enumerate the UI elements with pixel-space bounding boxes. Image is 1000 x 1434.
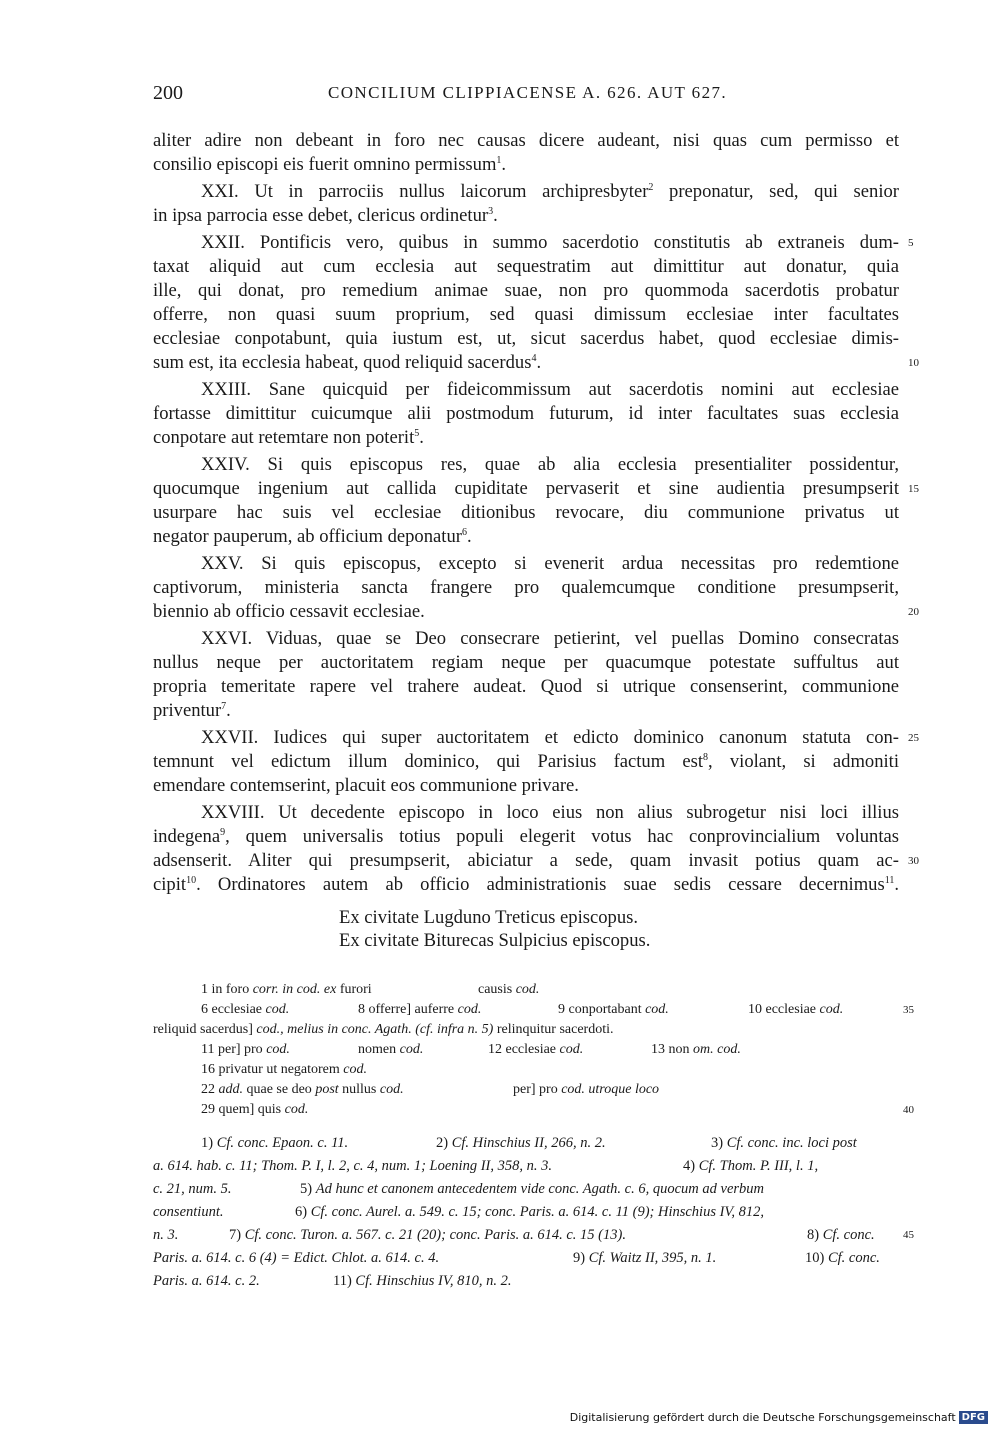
text-line [153,204,899,228]
footnote-entry: 4) Cf. Thom. P. III, l. 1, [683,1158,819,1174]
footnote-ref: 9 [220,826,226,838]
line-text: emendare contemserint, placuit eos communione privare. [153,775,579,796]
footnote-entry: Paris. a. 614. c. 2. [153,1273,260,1289]
apparatus-entry: 22 add. quae se deo post nullus cod. [201,1082,404,1097]
line-text: . [466,526,472,547]
text-line [153,576,899,600]
footnote-entry: 10) Cf. conc. [805,1250,880,1266]
text-line [153,651,899,675]
footnote-ref: 1 [496,154,502,166]
apparatus-entry: 6 ecclesiae cod. [201,1002,290,1017]
footnote-line [153,1270,899,1293]
apparatus-entry: 1 in foro corr. in cod. ex furori [201,982,372,997]
footnote-ref: 7 [221,700,227,712]
footnote-line [153,1178,899,1201]
line-text: conpotare aut retemtare non poterit [153,427,415,448]
apparatus-line [153,1060,903,1080]
apparatus-line [153,1080,903,1100]
text-line [153,825,899,849]
line-text: . [536,352,542,373]
line-number: 25 [908,732,919,744]
text-line [153,327,899,351]
apparatus-line [153,980,903,1000]
line-text: XXVIII. Ut decedente episcopo in loco eius non alius subrogetur nisi loci illius [201,802,899,823]
critical-apparatus [153,980,914,1120]
text-line [153,726,919,750]
text-line [153,129,899,153]
footnote-line [153,1155,899,1178]
subscription-line: Ex civitate Lugduno Treticus episcopus. [339,907,639,928]
text-line [153,501,899,525]
text-line [153,153,899,177]
text-line [153,180,899,204]
text-line [153,303,899,327]
line-text: , violant, si admoniti [708,751,900,772]
footnote-entry: 9) Cf. Waitz II, 395, n. 1. [573,1250,717,1266]
line-text: indegena [153,826,221,847]
line-number: 5 [908,237,914,249]
line-text: cipit [153,874,187,895]
line-text: negator pauperum, ab officium deponatur [153,526,462,547]
text-line [153,525,899,549]
footnote-ref: 4 [531,352,537,364]
apparatus-entry: 16 privatur ut negatorem cod. [201,1062,368,1077]
line-text: consilio episcopi eis fuerit omnino permissum [153,154,497,175]
line-text: offerre, non quasi suum proprium, sed quasi dimissum ecclesiae inter facultates [153,304,899,325]
line-text: XXIII. Sane quicquid per fideicommissum aut sacerdotis nomini aut ecclesiae [201,379,899,400]
text-line [153,351,919,375]
running-title: CONCILIUM CLIPPIACENSE A. 626. AUT 627. [328,83,728,102]
line-text: . [501,154,507,175]
text-line [153,873,899,897]
footnote-line [153,1132,899,1155]
line-number: 45 [903,1229,914,1241]
footnote-entry: 3) Cf. conc. inc. loci post [711,1135,857,1151]
apparatus-line [153,1020,903,1040]
line-text: . [419,427,424,448]
line-text: sum est, ita ecclesia habeat, quod reliquid sacerdus [153,352,532,373]
line-text: captivorum, ministeria sancta frangere pro qualemcumque conditione presumpserit, [153,577,899,598]
line-text: priventur [153,700,222,721]
footnote-ref: 10 [186,874,197,886]
line-number: 10 [908,357,919,369]
footnote-entry: c. 21, num. 5. [153,1181,232,1197]
apparatus-entry: 11 per] pro cod. [201,1042,290,1057]
footnote-ref: 6 [461,526,467,538]
line-number: 40 [903,1104,914,1116]
footnote-entry: 1) Cf. conc. Epaon. c. 11. [201,1135,349,1151]
footnote-entry: 11) Cf. Hinschius IV, 810, n. 2. [333,1273,512,1289]
line-text: XXII. Pontificis vero, quibus in summo sacerdotio constitutis ab extraneis dum- [201,232,899,253]
text-line [153,402,899,426]
line-text: ecclesiae conpotabunt, quia iustum est, ut, sicut sacerdus habet, quod ecclesiae dimis- [153,328,899,349]
apparatus-entry: per] pro cod. utroque loco [513,1082,660,1097]
text-line [153,552,899,576]
line-text: aliter adire non debeant in foro nec causas dicere audeant, nisi quas cum permisso et [153,130,899,151]
line-number: 15 [908,483,919,495]
apparatus-entry: 12 ecclesiae cod. [488,1042,584,1057]
text-line [153,378,899,402]
apparatus-entry: causis cod. [478,982,540,997]
text-line [153,600,919,624]
line-text: adsenserit. Aliter qui presumpserit, abiciatur a sede, quam invasit potius quam ac- [153,850,899,871]
footnote-entry: Paris. a. 614. c. 6 (4) = Edict. Chlot. a. 614. c. 4. [153,1250,440,1266]
line-text: . [226,700,231,721]
text-line [153,627,899,651]
page-number: 200 [153,82,183,104]
apparatus-entry: 13 non om. cod. [651,1042,741,1057]
text-line [153,255,899,279]
line-text: XXI. Ut in parrociis nullus laicorum archipresbyter [201,181,649,202]
footnote-ref: 8 [703,751,709,763]
text-line [153,477,919,501]
line-number: 30 [908,855,919,867]
text-line [153,774,899,798]
text-line [153,675,899,699]
line-text: XXV. Si quis episcopus, excepto si evenerit ardua necessitas pro redemtione [201,553,899,574]
footnote-entry: n. 3. [153,1227,179,1243]
footnote-line [153,1247,899,1270]
text-line [153,426,899,450]
text-line [153,849,919,873]
footer-text: Digitalisierung gefördert durch die Deutsche Forschungsgemeinschaft [569,1411,956,1424]
main-text [153,129,919,897]
text-line [153,231,914,255]
footnote-ref: 11 [884,874,895,886]
dfg-logo: DFG [959,1411,988,1424]
footnote-entry: consentiunt. [153,1204,224,1220]
line-text: . [493,205,498,226]
footnote-entry: 6) Cf. conc. Aurel. a. 549. c. 15; conc. Paris. a. 614. c. 11 (9); Hinschius IV, 812, [295,1204,765,1220]
line-text: preponatur, sed, qui senior [653,181,899,202]
text-line [153,279,899,303]
line-text: in ipsa parrocia esse debet, clericus ordinetur [153,205,489,226]
footnote-entry: 8) Cf. conc. [807,1227,875,1243]
line-text: taxat aliquid aut cum ecclesia aut sequestratim aut dimittitur aut donatur, quia [153,256,899,277]
footnote-line [153,1201,899,1224]
apparatus-line [153,1000,914,1020]
text-line [153,453,899,477]
footnote-ref: 2 [648,181,654,193]
text-line [153,801,899,825]
line-text: ille, qui donat, pro remedium animae suae, non pro quommoda sacerdotis probatur [153,280,899,301]
line-text: temnunt vel edictum illum dominico, qui Parisius factum est [153,751,704,772]
footnote-ref: 3 [488,205,494,217]
line-text: fortasse dimittitur cuicumque alii postmodum futurum, id inter facultates suas ecclesia [153,403,899,424]
line-text: usurpare hac suis vel ecclesiae ditionibus revocare, diu communione privatus ut [153,502,899,523]
line-text: XXVI. Viduas, quae se Deo consecrare petierint, vel puellas Domino consecratas [201,628,899,649]
apparatus-entry: nomen cod. [358,1042,424,1057]
line-text: , quem universalis totius populi elegerit votus hac conprovincialium voluntas [225,826,899,847]
footnote-line [153,1224,914,1247]
apparatus-line [153,1040,903,1060]
line-text: XXVII. Iudices qui super auctoritatem et edicto dominico canonum statuta con- [201,727,899,748]
line-text: . Ordinatores autem ab officio administrationis suae sedis cessare decernimus [196,874,885,895]
text-line [153,750,899,774]
line-text: . [894,874,899,895]
footnote-ref: 5 [414,427,420,439]
line-text: quocumque ingenium aut callida cupiditate pervaserit et sine audientia presumpserit [153,478,899,499]
text-line [153,699,899,723]
apparatus-entry: reliquid sacerdus] cod., melius in conc. Agath. (cf. infra n. 5) relinquitur sacerdoti. [153,1022,614,1037]
footnote-entry: 2) Cf. Hinschius II, 266, n. 2. [436,1135,606,1151]
line-number: 35 [903,1004,914,1016]
footer-credit [570,1411,988,1424]
page-header [153,82,901,108]
footnote-entry: 7) Cf. conc. Turon. a. 567. c. 21 (20); conc. Paris. a. 614. c. 15 (13). [229,1227,626,1243]
line-text: nullus neque per auctoritatem regiam neque per quacumque potestate suffultus aut [153,652,899,673]
apparatus-line [153,1100,914,1120]
apparatus-entry: 8 offerre] auferre cod. [358,1002,482,1017]
line-text: propria temeritate rapere vel trahere audeat. Quod si utrique consenserint, communione [153,676,899,697]
footnote-entry: a. 614. hab. c. 11; Thom. P. I, l. 2, c. 4, num. 1; Loening II, 358, n. 3. [153,1158,552,1174]
line-text: XXIV. Si quis episcopus res, quae ab alia ecclesia presentialiter possidentur, [201,454,899,475]
apparatus-entry: 9 conportabant cod. [558,1002,669,1017]
subscription-line: Ex civitate Biturecas Sulpicius episcopus. [339,930,651,951]
line-text: biennio ab officio cessavit ecclesiae. [153,601,425,622]
apparatus-entry: 10 ecclesiae cod. [748,1002,844,1017]
line-number: 20 [908,606,919,618]
subscriptions [339,906,650,952]
footnotes [153,1132,914,1293]
apparatus-entry: 29 quem] quis cod. [201,1102,309,1117]
footnote-entry: 5) Ad hunc et canonem antecedentem vide conc. Agath. c. 6, quocum ad verbum [300,1181,765,1197]
